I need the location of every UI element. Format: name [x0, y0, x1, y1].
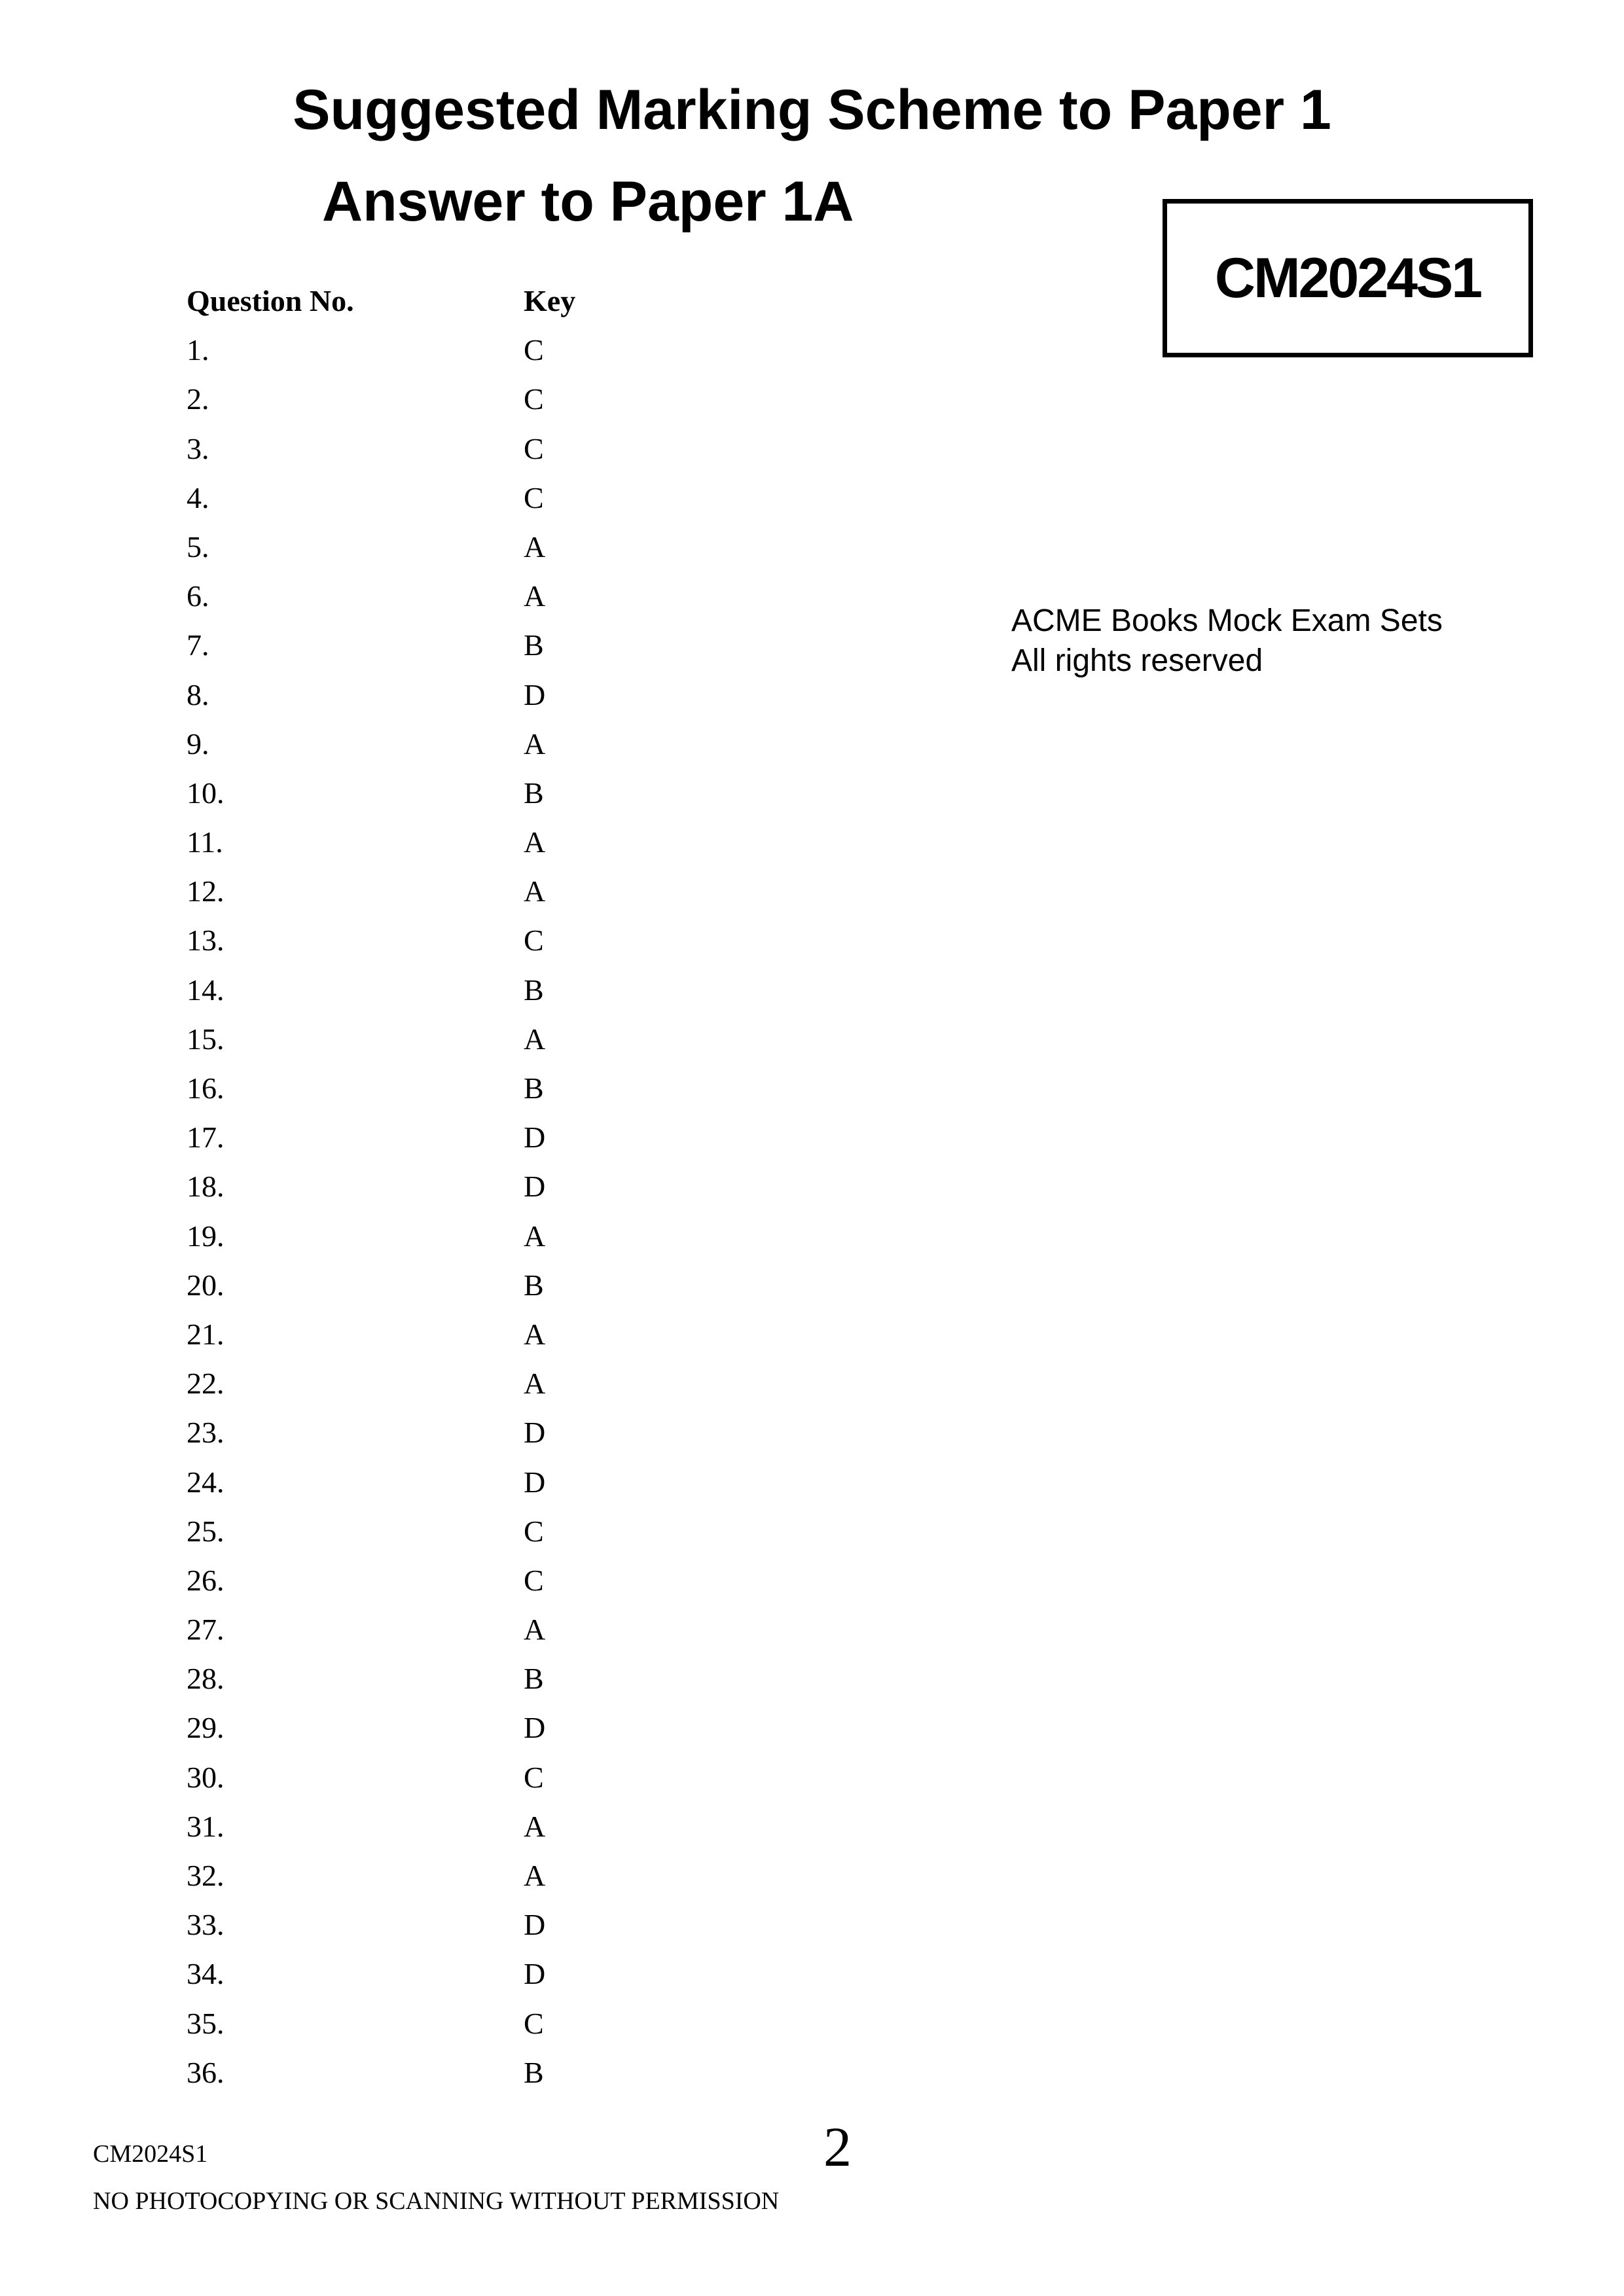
answer-key: B	[524, 776, 544, 810]
answer-row	[187, 378, 655, 427]
answer-row	[187, 1314, 655, 1363]
question-number: 17.	[187, 1121, 225, 1155]
answer-key: A	[524, 1809, 546, 1843]
footer-paper-code: CM2024S1	[93, 2140, 208, 2168]
question-number: 35.	[187, 2006, 225, 2040]
answer-key: C	[524, 333, 544, 367]
copyright-notice	[1011, 601, 1443, 681]
page-title: Suggested Marking Scheme to Paper 1	[293, 79, 1331, 141]
question-number: 1.	[187, 333, 209, 367]
answer-key: D	[524, 1957, 546, 1991]
question-number: 14.	[187, 973, 225, 1007]
answer-row	[187, 1757, 655, 1806]
question-number: 4.	[187, 480, 209, 514]
answer-key: A	[524, 1859, 546, 1892]
answer-key: D	[524, 1121, 546, 1155]
answer-row	[187, 329, 655, 378]
question-number: 31.	[187, 1809, 225, 1843]
question-number: 12.	[187, 874, 225, 908]
answer-key: A	[524, 1219, 546, 1253]
answer-row	[187, 428, 655, 477]
paper-code-box: CM2024S1	[1163, 199, 1533, 357]
answer-row	[187, 1412, 655, 1461]
answer-key: D	[524, 677, 546, 711]
answer-key: D	[524, 1416, 546, 1450]
answer-row	[187, 723, 655, 772]
answer-row	[187, 920, 655, 969]
answer-key: B	[524, 1268, 544, 1302]
question-number: 7.	[187, 628, 209, 662]
question-number: 22.	[187, 1367, 225, 1401]
answer-key: C	[524, 382, 544, 416]
answer-row	[187, 2052, 655, 2101]
answer-row	[187, 1462, 655, 1511]
answer-key: A	[524, 874, 546, 908]
copyright-line-rights: All rights reserved	[1011, 643, 1263, 678]
key-header: Key	[524, 284, 576, 317]
question-number: 20.	[187, 1268, 225, 1302]
answer-key: C	[524, 431, 544, 465]
answer-key: A	[524, 825, 546, 859]
question-number: 15.	[187, 1022, 225, 1056]
footer-copyright-notice: NO PHOTOCOPYING OR SCANNING WITHOUT PERMISSION	[93, 2187, 780, 2215]
answer-row	[187, 624, 655, 673]
question-number: 9.	[187, 726, 209, 761]
question-number: 6.	[187, 579, 209, 613]
question-number: 8.	[187, 677, 209, 711]
answer-key: D	[524, 1711, 546, 1745]
answer-row	[187, 674, 655, 723]
question-number: 27.	[187, 1613, 225, 1647]
answer-row	[187, 1658, 655, 1707]
answer-key: B	[524, 1071, 544, 1105]
answer-key: B	[524, 628, 544, 662]
question-number: 10.	[187, 776, 225, 810]
answer-key: A	[524, 1022, 546, 1056]
answer-row	[187, 2003, 655, 2052]
answer-key-table	[187, 280, 655, 2101]
answer-row	[187, 772, 655, 821]
answer-row	[187, 1707, 655, 1756]
answer-key: D	[524, 1908, 546, 1942]
answer-row	[187, 1904, 655, 1953]
question-number: 24.	[187, 1465, 225, 1499]
answer-key: A	[524, 579, 546, 613]
answer-key: C	[524, 1760, 544, 1794]
answer-row	[187, 1018, 655, 1067]
answer-row	[187, 575, 655, 624]
question-number: 2.	[187, 382, 209, 416]
answer-key: C	[524, 1514, 544, 1548]
question-number: 18.	[187, 1170, 225, 1204]
copyright-line-publisher: ACME Books Mock Exam Sets	[1011, 603, 1443, 638]
question-number: 16.	[187, 1071, 225, 1105]
question-number: 33.	[187, 1908, 225, 1942]
answer-key: B	[524, 2055, 544, 2089]
answer-row	[187, 1067, 655, 1117]
question-number: 28.	[187, 1662, 225, 1696]
answer-row	[187, 1166, 655, 1215]
question-number-header: Question No.	[187, 284, 354, 317]
answer-row	[187, 1806, 655, 1855]
answer-row	[187, 1855, 655, 1904]
question-number: 23.	[187, 1416, 225, 1450]
answer-key: C	[524, 2006, 544, 2040]
question-number: 5.	[187, 529, 209, 564]
answer-row	[187, 1560, 655, 1609]
question-number: 25.	[187, 1514, 225, 1548]
question-number: 3.	[187, 431, 209, 465]
question-number: 26.	[187, 1563, 225, 1597]
answer-row	[187, 1363, 655, 1412]
question-number: 30.	[187, 1760, 225, 1794]
page-subtitle: Answer to Paper 1A	[322, 170, 854, 233]
question-number: 29.	[187, 1711, 225, 1745]
answer-key: B	[524, 973, 544, 1007]
answer-key: A	[524, 1613, 546, 1647]
question-number: 13.	[187, 924, 225, 958]
question-number: 32.	[187, 1859, 225, 1892]
answer-key: A	[524, 726, 546, 761]
answer-key: A	[524, 1367, 546, 1401]
answer-row	[187, 1215, 655, 1265]
answer-row	[187, 870, 655, 920]
question-number: 34.	[187, 1957, 225, 1991]
question-number: 21.	[187, 1317, 225, 1351]
answer-key: A	[524, 1317, 546, 1351]
answer-row	[187, 526, 655, 575]
answer-key: C	[524, 480, 544, 514]
answer-row	[187, 1953, 655, 2002]
answer-row	[187, 969, 655, 1018]
answer-row	[187, 1117, 655, 1166]
answer-key: D	[524, 1465, 546, 1499]
answer-key: A	[524, 529, 546, 564]
question-number: 19.	[187, 1219, 225, 1253]
page-number: 2	[823, 2115, 852, 2178]
answer-row	[187, 477, 655, 526]
answer-row	[187, 1265, 655, 1314]
answer-row	[187, 1609, 655, 1658]
answer-row	[187, 821, 655, 870]
answer-key: C	[524, 1563, 544, 1597]
question-number: 36.	[187, 2055, 225, 2089]
answer-row	[187, 1511, 655, 1560]
question-number: 11.	[187, 825, 223, 859]
answer-key-header-row	[187, 280, 655, 329]
answer-key: D	[524, 1170, 546, 1204]
answer-key: C	[524, 924, 544, 958]
answer-key-rows	[187, 329, 655, 2101]
answer-key: B	[524, 1662, 544, 1696]
